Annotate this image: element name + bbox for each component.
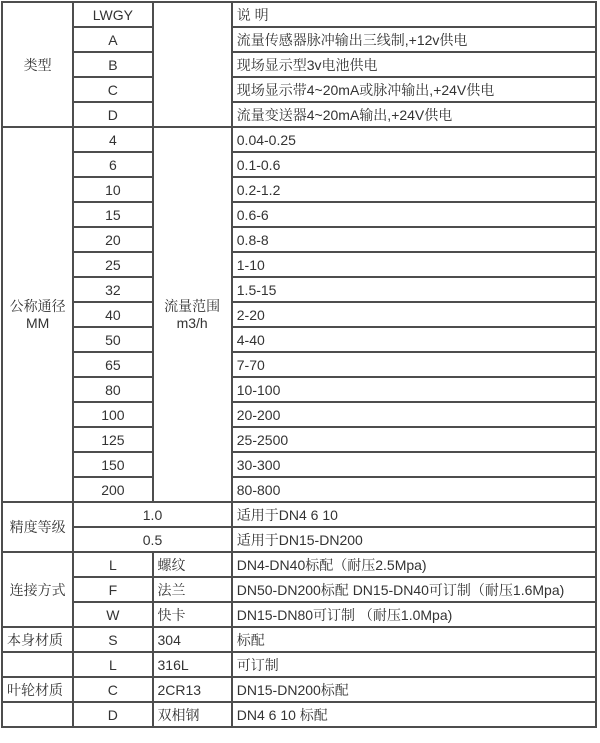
code-cell: 100 [73,402,152,427]
table-row [2,602,596,627]
desc-cell: 4-40 [232,327,596,352]
code-cell: D [73,102,152,127]
header-desc-cell: 说 明 [232,2,596,27]
table-row [2,27,596,52]
code-cell: 150 [73,452,152,477]
table-row [2,477,596,502]
desc-cell: 30-300 [232,452,596,477]
desc-cell: 现场显示型3v电池供电 [232,52,596,77]
table-row [2,352,596,377]
desc-cell: 0.1-0.6 [232,152,596,177]
desc-cell: 25-2500 [232,427,596,452]
desc-cell: 20-200 [232,402,596,427]
code-cell: 200 [73,477,152,502]
table-row [2,202,596,227]
type-empty-cell [153,2,232,127]
name-cell: 法兰 [153,577,232,602]
desc-cell: DN15-DN200标配 [232,677,596,702]
impeller-material-section-label: 叶轮材质 [2,677,73,702]
diameter-section-label [2,127,73,502]
code-cell: B [73,52,152,77]
code-cell: 10 [73,177,152,202]
code-cell: L [73,552,152,577]
code-cell: F [73,577,152,602]
table-row [2,327,596,352]
name-cell: 快卡 [153,602,232,627]
desc-cell: DN4 6 10 标配 [232,702,596,727]
empty-label-cell [2,652,73,677]
name-cell: 304 [153,627,232,652]
code-cell: 15 [73,202,152,227]
body-material-section-label: 本身材质 [2,627,73,652]
code-cell: D [73,702,152,727]
name-cell: 2CR13 [153,677,232,702]
table-row [2,227,596,252]
diameter-label-line1: 公称通径 [9,297,66,314]
diameter-label-line2: MM [25,314,50,331]
table-row [2,402,596,427]
desc-cell: 流量传感器脉冲输出三线制,+12v供电 [232,27,596,52]
name-cell: 316L [153,652,232,677]
desc-cell: 流量变送器4~20mA输出,+24V供电 [232,102,596,127]
code-cell: 20 [73,227,152,252]
desc-cell: 80-800 [232,477,596,502]
table-row [2,252,596,277]
code-cell: 80 [73,377,152,402]
table-row [2,502,596,527]
table-row [2,652,596,677]
desc-cell: 1.5-15 [232,277,596,302]
table-row [2,77,596,102]
table-row [2,302,596,327]
flow-range-line1: 流量范围 [164,297,221,314]
desc-cell: 10-100 [232,377,596,402]
connection-section-label: 连接方式 [2,552,73,627]
type-section-label: 类型 [2,2,73,127]
table-row [2,52,596,77]
code-cell: 40 [73,302,152,327]
code-cell: A [73,27,152,52]
desc-cell: 1-10 [232,252,596,277]
desc-cell: 适用于DN15-DN200 [232,527,596,552]
spec-table [1,1,597,728]
desc-cell: DN15-DN80可订制 （耐压1.0Mpa) [232,602,596,627]
table-row [2,452,596,477]
code-cell: C [73,677,152,702]
table-row [2,677,596,702]
flow-range-line2: m3/h [176,314,208,331]
code-cell: 125 [73,427,152,452]
desc-cell: 2-20 [232,302,596,327]
name-cell: 螺纹 [153,552,232,577]
code-cell: 50 [73,327,152,352]
table-row [2,627,596,652]
table-row [2,577,596,602]
table-row [2,152,596,177]
desc-cell: 0.6-6 [232,202,596,227]
desc-cell: 现场显示带4~20mA或脉冲输出,+24V供电 [232,77,596,102]
code-cell: 4 [73,127,152,152]
name-cell: 双相钢 [153,702,232,727]
desc-cell: DN4-DN40标配（耐压2.5Mpa) [232,552,596,577]
code-cell: 65 [73,352,152,377]
accuracy-section-label: 精度等级 [2,502,73,552]
code-cell: 0.5 [73,527,232,552]
desc-cell: 适用于DN4 6 10 [232,502,596,527]
code-cell: C [73,77,152,102]
code-cell: S [73,627,152,652]
flow-range-label [153,127,232,502]
desc-cell: 0.04-0.25 [232,127,596,152]
table-row [2,177,596,202]
table-row [2,427,596,452]
code-cell: 32 [73,277,152,302]
desc-cell: 0.8-8 [232,227,596,252]
code-cell: W [73,602,152,627]
table-row [2,527,596,552]
empty-label-cell [2,702,73,727]
desc-cell: 可订制 [232,652,596,677]
table-row [2,277,596,302]
table-row [2,127,596,152]
table-row [2,102,596,127]
code-cell: L [73,652,152,677]
desc-cell: 7-70 [232,352,596,377]
desc-cell: 标配 [232,627,596,652]
table-row [2,552,596,577]
code-cell: 6 [73,152,152,177]
desc-cell: 0.2-1.2 [232,177,596,202]
table-row [2,2,596,27]
desc-cell: DN50-DN200标配 DN15-DN40可订制（耐压1.6Mpa) [232,577,596,602]
table-row [2,702,596,727]
header-code-cell: LWGY [73,2,152,27]
code-cell: 25 [73,252,152,277]
code-cell: 1.0 [73,502,232,527]
table-row [2,377,596,402]
